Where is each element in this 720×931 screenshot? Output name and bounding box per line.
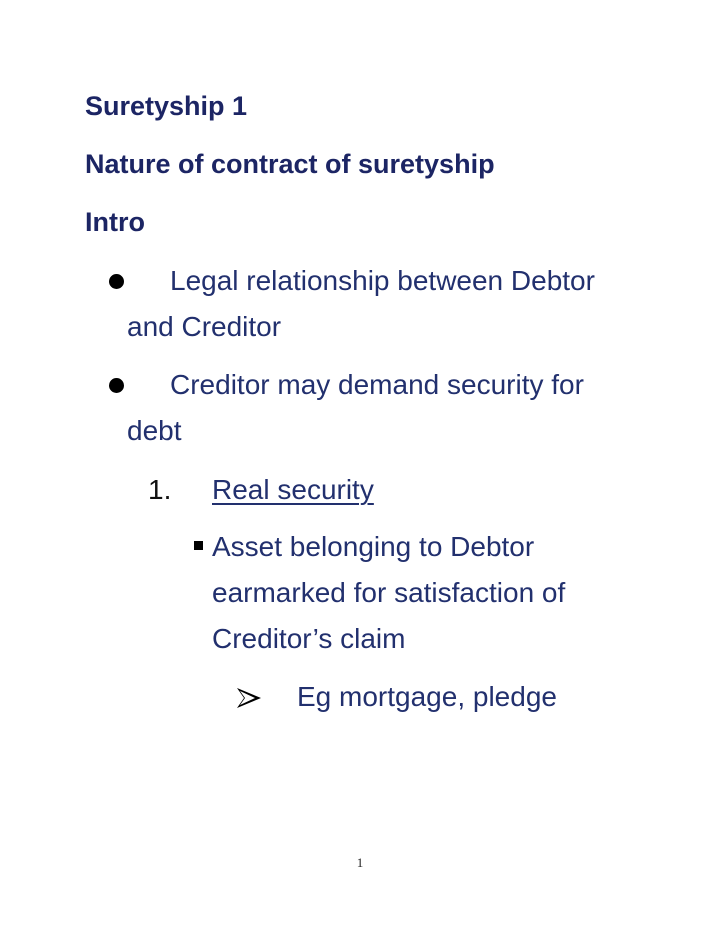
arrow-item-text: Eg mortgage, pledge — [297, 681, 557, 712]
square-bullet-icon — [194, 541, 203, 550]
bullet-1-line-1: Legal relationship between Debtor — [170, 265, 595, 296]
list-number: 1. — [148, 474, 172, 505]
bullet-dot-icon — [109, 378, 124, 393]
bullet-2-line-1: Creditor may demand security for — [170, 369, 584, 400]
arrow-bullet-icon — [236, 687, 262, 709]
bullet-dot-icon — [109, 274, 124, 289]
page-number: 1 — [356, 855, 364, 870]
section-heading: Intro — [85, 207, 145, 237]
bullet-2-line-2: debt — [127, 415, 182, 446]
numbered-item-label: Real security — [212, 474, 374, 505]
document-subtitle: Nature of contract of suretyship — [85, 149, 495, 179]
bullet-1-line-2: and Creditor — [127, 311, 282, 342]
sub-bullet-line-2: earmarked for satisfaction of — [212, 577, 566, 608]
sub-bullet-line-1: Asset belonging to Debtor — [212, 531, 535, 562]
document-title: Suretyship 1 — [85, 91, 248, 121]
sub-bullet-line-3: Creditor’s claim — [212, 623, 406, 654]
